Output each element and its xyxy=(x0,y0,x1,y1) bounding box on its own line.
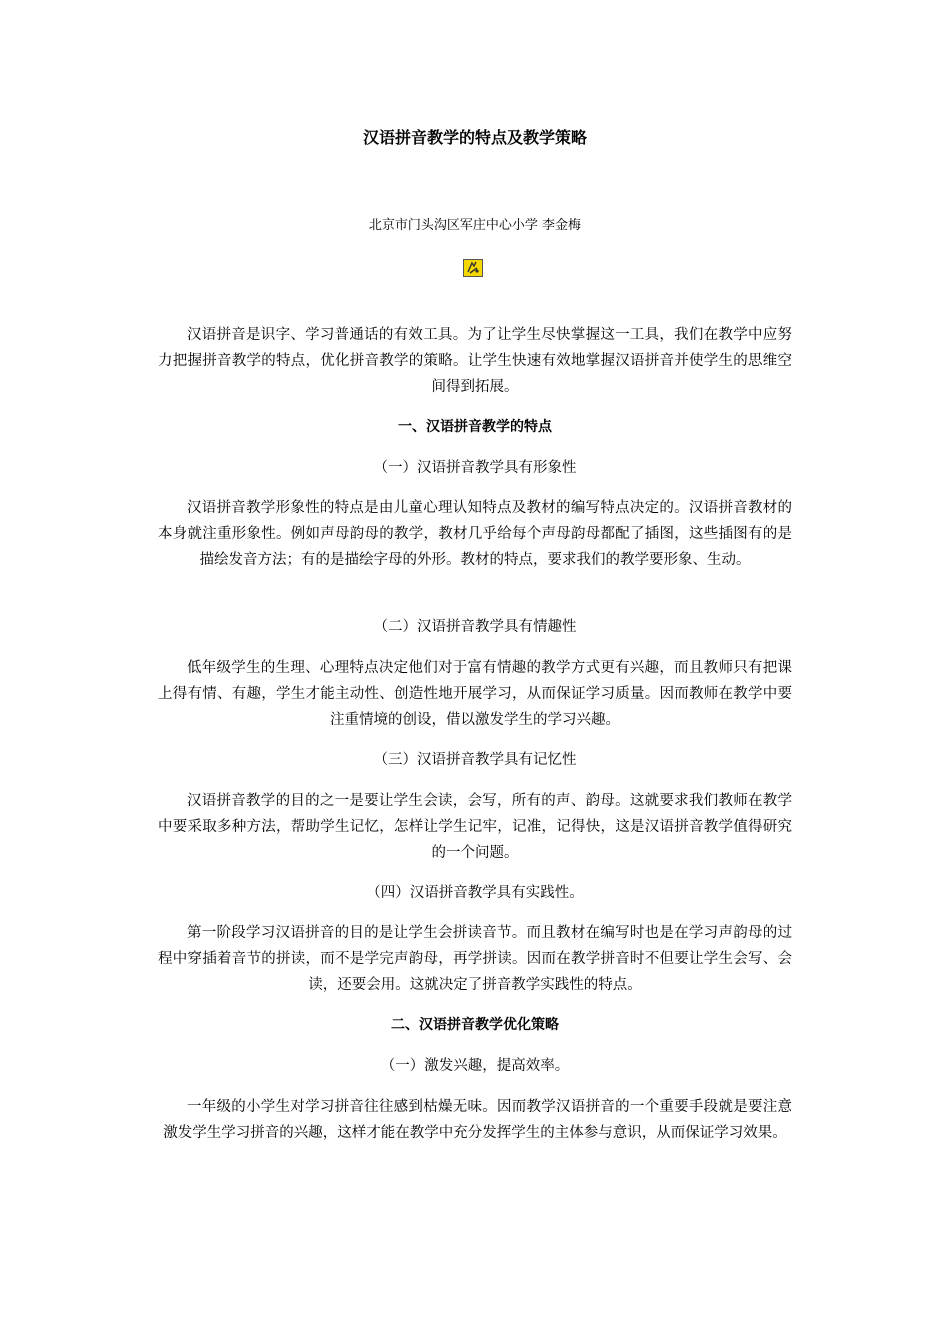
section1-subheading-3: （三）汉语拼音教学具有记忆性 xyxy=(373,752,577,768)
section1-heading: 一、汉语拼音教学的特点 xyxy=(398,419,552,435)
author-line: 北京市门头沟区军庄中心小学 李金梅 xyxy=(368,218,582,233)
section2-heading: 二、汉语拼音教学优化策略 xyxy=(391,1017,559,1033)
section1-subheading-4: （四）汉语拼音教学具有实践性。 xyxy=(366,885,584,901)
section1-paragraph-1: 汉语拼音教学形象性的特点是由儿童心理认知特点及教材的编写特点决定的。汉语拼音教材的本身就注重形象性。例如声母韵母的教学，教材几乎给每个声母韵母都配了插图，这些插图有的是描绘发音方法；有的是描绘字母的外形。教材的特点，要求我们的教学要形象、生动。 xyxy=(158,500,792,568)
section1-paragraph-3: 汉语拼音教学的目的之一是要让学生会读，会写，所有的声、韵母。这就要求我们教师在教学中要采取多种方法，帮助学生记忆，怎样让学生记牢，记准，记得快，这是汉语拼音教学值得研究的一个问题。 xyxy=(158,793,792,861)
embedded-object-icon[interactable] xyxy=(463,259,483,277)
section1-paragraph-4: 第一阶段学习汉语拼音的目的是让学生会拼读音节。而且教材在编写时也是在学习声韵母的过程中穿插着音节的拼读，而不是学完声韵母，再学拼读。因而在教学拼音时不但要让学生会写、会读，还要会用。这就决定了拼音教学实践性的特点。 xyxy=(158,925,792,993)
section2-subheading-1: （一）激发兴趣，提高效率。 xyxy=(380,1058,570,1074)
intro-paragraph: 汉语拼音是识字、学习普通话的有效工具。为了让学生尽快掌握这一工具，我们在教学中应努力把握拼音教学的特点，优化拼音教学的策略。让学生快速有效地掌握汉语拼音并使学生的思维空间得到拓展。 xyxy=(158,327,792,395)
document-title: 汉语拼音教学的特点及教学策略 xyxy=(362,128,587,147)
section2-paragraph-1: 一年级的小学生对学习拼音往往感到枯燥无味。因而教学汉语拼音的一个重要手段就是要注意激发学生学习拼音的兴趣，这样才能在教学中充分发挥学生的主体参与意识，从而保证学习效果。 xyxy=(163,1099,792,1141)
section1-subheading-2: （二）汉语拼音教学具有情趣性 xyxy=(373,619,577,635)
section1-paragraph-2: 低年级学生的生理、心理特点决定他们对于富有情趣的教学方式更有兴趣，而且教师只有把课上得有情、有趣，学生才能主动性、创造性地开展学习，从而保证学习质量。因而教师在教学中要注重情境的创设，借以激发学生的学习兴趣。 xyxy=(158,660,792,728)
section1-subheading-1: （一）汉语拼音教学具有形象性 xyxy=(373,460,577,476)
